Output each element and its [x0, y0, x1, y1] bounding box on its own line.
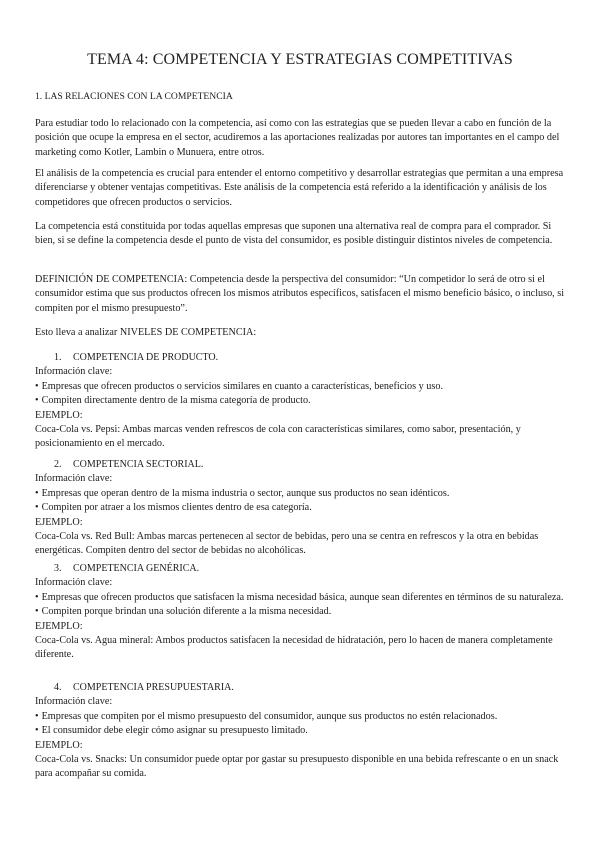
paragraph-text: Para estudiar todo lo relacionado con la competencia, así como con las estrategias que se pueden llevar a cabo en función de la posición que ocupe la empresa en el sector, acudiremos a las aportaciones realizadas por autores tan importantes en el campo del marketing como Kotler, Lambin o Munuera, entre otros. — [35, 118, 560, 158]
level-title-text: COMPETENCIA GENÉRICA. — [73, 563, 200, 574]
example-label: EJEMPLO: — [35, 739, 83, 751]
info-label: Información clave: — [35, 577, 113, 589]
paragraph-text: El análisis de la competencia es crucial para entender el entorno competitivo y desarrollar estrategias que permitan a una empresa diferenciarse y obtener ventajas competitivas. Este análisis de la competencia está referido a la identificación y análisis de los competidores que ofrecen productos o servicios. — [35, 168, 564, 208]
list-item: • Compiten porque brindan una solución diferente a la misma necesidad. — [35, 605, 567, 619]
level-number: 3. — [54, 563, 62, 574]
section-heading — [35, 90, 567, 104]
list-item: • Empresas que ofrecen productos o servicios similares en cuanto a características, beneficios y uso. — [35, 380, 567, 394]
level-title-text: COMPETENCIA PRESUPUESTARIA. — [73, 682, 234, 693]
example-text: Coca-Cola vs. Agua mineral: Ambos productos satisfacen la necesidad de hidratación, pero lo hacen de manera completamente diferente. — [35, 635, 553, 661]
level-product — [35, 351, 567, 452]
level-title — [35, 681, 567, 695]
level-title — [35, 562, 567, 576]
info-label: Información clave: — [35, 473, 113, 485]
list-item: • Empresas que operan dentro de la misma industria o sector, aunque sus productos no sean idénticos. — [35, 487, 567, 501]
list-item: • Empresas que ofrecen productos que satisfacen la misma necesidad básica, aunque sean diferentes en términos de su naturaleza. — [35, 591, 567, 605]
section-1-heading: 1. LAS RELACIONES CON LA COMPETENCIA — [35, 91, 233, 102]
level-title — [35, 458, 567, 472]
level-title — [35, 351, 567, 365]
level-title-text: COMPETENCIA SECTORIAL. — [73, 459, 204, 470]
paragraph-competencia — [35, 220, 567, 249]
example-label: EJEMPLO: — [35, 620, 83, 632]
example-text: Coca-Cola vs. Snacks: Un consumidor puede optar por gastar su presupuesto disponible en una bebida refrescante o en un snack para acompañar su comida. — [35, 754, 559, 780]
paragraph-niveles — [35, 326, 567, 340]
list-item: • Compiten directamente dentro de la misma categoría de producto. — [35, 394, 567, 408]
list-item: • Empresas que compiten por el mismo presupuesto del consumidor, aunque sus productos no estén relacionados. — [35, 710, 567, 724]
level-number: 1. — [54, 352, 62, 363]
example-text: Coca-Cola vs. Pepsi: Ambas marcas venden refrescos de cola con características similares, como sabor, presentación, y posicionamiento en el mercado. — [35, 424, 521, 450]
paragraph-definicion — [35, 273, 567, 316]
paragraph-text: La competencia está constituida por todas aquellas empresas que suponen una alternativa real de compra para el comprador. Si bien, si se define la competencia desde el punto de vista del consumidor, es posible distinguir distintos niveles de competencia. — [35, 221, 553, 247]
level-sectorial — [35, 458, 567, 559]
paragraph-analysis — [35, 167, 567, 210]
level-number: 4. — [54, 682, 62, 693]
info-label: Información clave: — [35, 366, 113, 378]
list-item: • Compiten por atraer a los mismos clientes dentro de esa categoría. — [35, 501, 567, 515]
example-text: Coca-Cola vs. Red Bull: Ambas marcas pertenecen al sector de bebidas, pero una se centra en refrescos y la otra en bebidas energéticas. Compiten dentro del sector de bebidas no alcohólicas. — [35, 531, 539, 557]
page-title: TEMA 4: COMPETENCIA Y ESTRATEGIAS COMPETITIVAS — [87, 51, 513, 68]
list-item: • El consumidor debe elegir cómo asignar su presupuesto limitado. — [35, 724, 567, 738]
paragraph-text: Esto lleva a analizar NIVELES DE COMPETENCIA: — [35, 327, 257, 338]
level-title-text: COMPETENCIA DE PRODUCTO. — [73, 352, 219, 363]
level-number: 2. — [54, 459, 62, 470]
paragraph-intro — [35, 117, 567, 160]
level-generica — [35, 562, 567, 663]
example-label: EJEMPLO: — [35, 516, 83, 528]
paragraph-text: DEFINICIÓN DE COMPETENCIA: Competencia desde la perspectiva del consumidor: “Un competidor lo será de otro si el consumidor estima que sus productos ofrecen los mismos atributos específicos, satisfacen el mismo beneficio básico, o incluso, si compiten por el mismo presupuesto”. — [35, 274, 565, 314]
example-label: EJEMPLO: — [35, 409, 83, 421]
info-label: Información clave: — [35, 696, 113, 708]
level-presupuestaria — [35, 681, 567, 782]
